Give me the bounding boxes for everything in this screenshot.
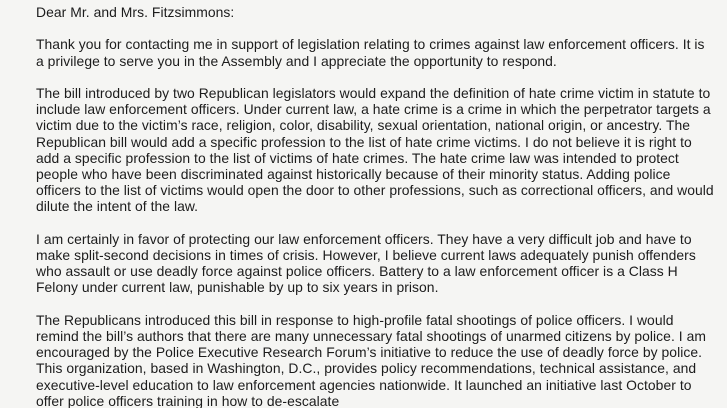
- letter-body: [36, 4, 716, 408]
- paragraph-protecting-officers: I am certainly in favor of protecting our law enforcement officers. They have a very difficult job and have to make split-second decisions in times of crisis. However, I believe current laws adequately punish offenders who assault or use deadly force against police officers. Battery to a law enforcement officer is a Class H Felony under current law, punishable by up to six years in prison.: [36, 230, 696, 296]
- paragraph-republican-response: The Republicans introduced this bill in response to high-profile fatal shootings of police officers. I would remind the bill’s authors that there are many unnecessary fatal shootings of unarmed citizens by police. I am encouraged by the Police Executive Research Forum’s initiative to reduce the use of deadly force by police. This organization, based in Washington, D.C., provides policy recommendations, technical assistance, and executive-level education to law enforcement agencies nationwide. It launched an initiative last October to offer police officers training in how to de-escalate: [36, 311, 706, 408]
- paragraph-hate-crime-bill: The bill introduced by two Republican legislators would expand the definition of hate crime victim in statute to include law enforcement officers. Under current law, a hate crime is a crime in which the perpetrator targets a victim due to the victim’s race, religion, color, disability, sexual orientation, national origin, or ancestry. The Republican bill would add a specific profession to the list of hate crime victims. I do not believe it is right to add a specific profession to the list of victims of hate crimes. The hate crime law was intended to protect people who have been discriminated against historically because of their minority status. Adding police officers to the list of victims would open the door to other professions, such as correctional officers, and would dilute the intent of the law.: [36, 84, 714, 215]
- salutation: Dear Mr. and Mrs. Fitzsimmons:: [36, 4, 235, 20]
- paragraph-thank-you: Thank you for contacting me in support of legislation relating to crimes against law enforcement officers. It is a privilege to serve you in the Assembly and I appreciate the opportunity to respond.: [36, 36, 705, 69]
